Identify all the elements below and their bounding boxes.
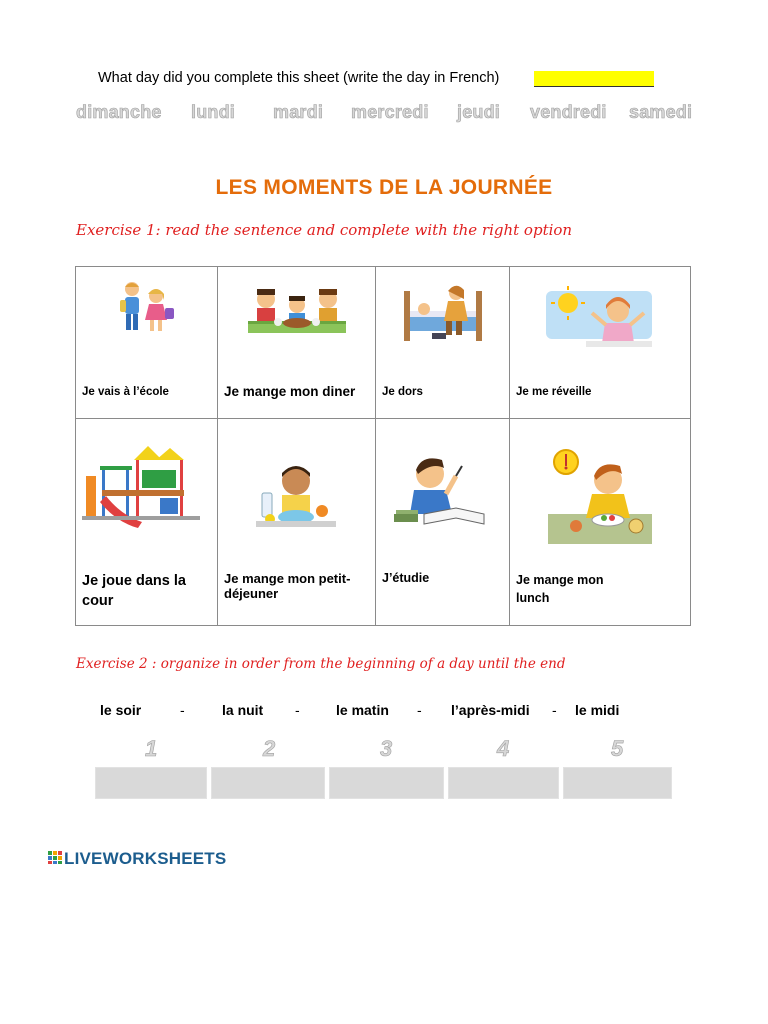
day-dimanche: dimanche (76, 102, 162, 122)
breakfast-illustration (256, 463, 336, 527)
order-slot-2[interactable] (211, 767, 325, 799)
lunch-illustration (548, 448, 652, 544)
day-question: What day did you complete this sheet (write the day in French) (98, 70, 500, 86)
activity-cell (76, 419, 218, 626)
playground-illustration (82, 446, 200, 532)
word-separator: - (552, 702, 557, 718)
activity-caption: Je vais à l’école (82, 386, 169, 398)
word-la-nuit: la nuit (222, 702, 264, 718)
activity-cell (376, 419, 510, 626)
order-slot-4[interactable] (448, 767, 559, 799)
word-le-midi: le midi (575, 702, 620, 718)
word-separator: - (417, 702, 422, 718)
days-row (76, 102, 696, 124)
order-slot-1[interactable] (95, 767, 207, 799)
activity-cell (76, 267, 218, 419)
activity-caption: Je mange mon petit-déjeuner (224, 571, 351, 601)
order-number-4: 4 (497, 736, 510, 761)
logo-blocks-icon (48, 851, 62, 864)
activity-cell (510, 267, 691, 419)
word-le-matin: le matin (336, 702, 389, 718)
word-bank (0, 702, 768, 722)
child-waking-up-illustration (546, 283, 652, 351)
day-lundi: lundi (191, 102, 235, 122)
word-separator: - (295, 702, 300, 718)
activity-caption: Je mange mon diner (224, 384, 356, 399)
activity-caption: J’étudie (382, 571, 430, 585)
word-separator: - (180, 702, 185, 718)
order-number-1: 1 (145, 736, 158, 761)
page-title: LES MOMENTS DE LA JOURNÉE (215, 176, 553, 199)
word-le-soir: le soir (100, 702, 142, 718)
order-number-5: 5 (611, 736, 624, 761)
activity-cell (510, 419, 691, 626)
kids-walking-illustration (112, 280, 178, 336)
word-l-apres-midi: l’après-midi (451, 702, 530, 718)
activity-cell (218, 419, 376, 626)
logo-text: LIVEWORKSHEETS (64, 849, 227, 868)
day-mardi: mardi (273, 102, 324, 122)
activity-caption: Je dors (382, 386, 423, 398)
day-jeudi: jeudi (457, 102, 501, 122)
family-dinner-illustration (248, 287, 346, 337)
day-mercredi: mercredi (351, 102, 429, 122)
order-number-3: 3 (380, 736, 393, 761)
activity-caption: Je me réveille (516, 386, 592, 398)
order-slot-3[interactable] (329, 767, 444, 799)
day-answer-input[interactable] (534, 71, 654, 87)
activity-caption: Je joue dans la cour (82, 573, 186, 609)
child-studying-illustration (394, 448, 488, 532)
exercise1-title: Exercise 1: read the sentence and complete with the right option (76, 221, 573, 239)
day-vendredi: vendredi (530, 102, 607, 122)
activity-cell (218, 267, 376, 419)
exercise2-title: Exercise 2 : organize in order from the beginning of a day until the end (76, 656, 566, 672)
child-sleeping-illustration (402, 281, 484, 345)
day-samedi: samedi (629, 102, 693, 122)
order-number-2: 2 (263, 736, 276, 761)
order-slot-5[interactable] (563, 767, 672, 799)
activity-caption: Je mange mon lunch (516, 573, 604, 605)
activity-cell (376, 267, 510, 419)
activities-table (75, 266, 691, 626)
